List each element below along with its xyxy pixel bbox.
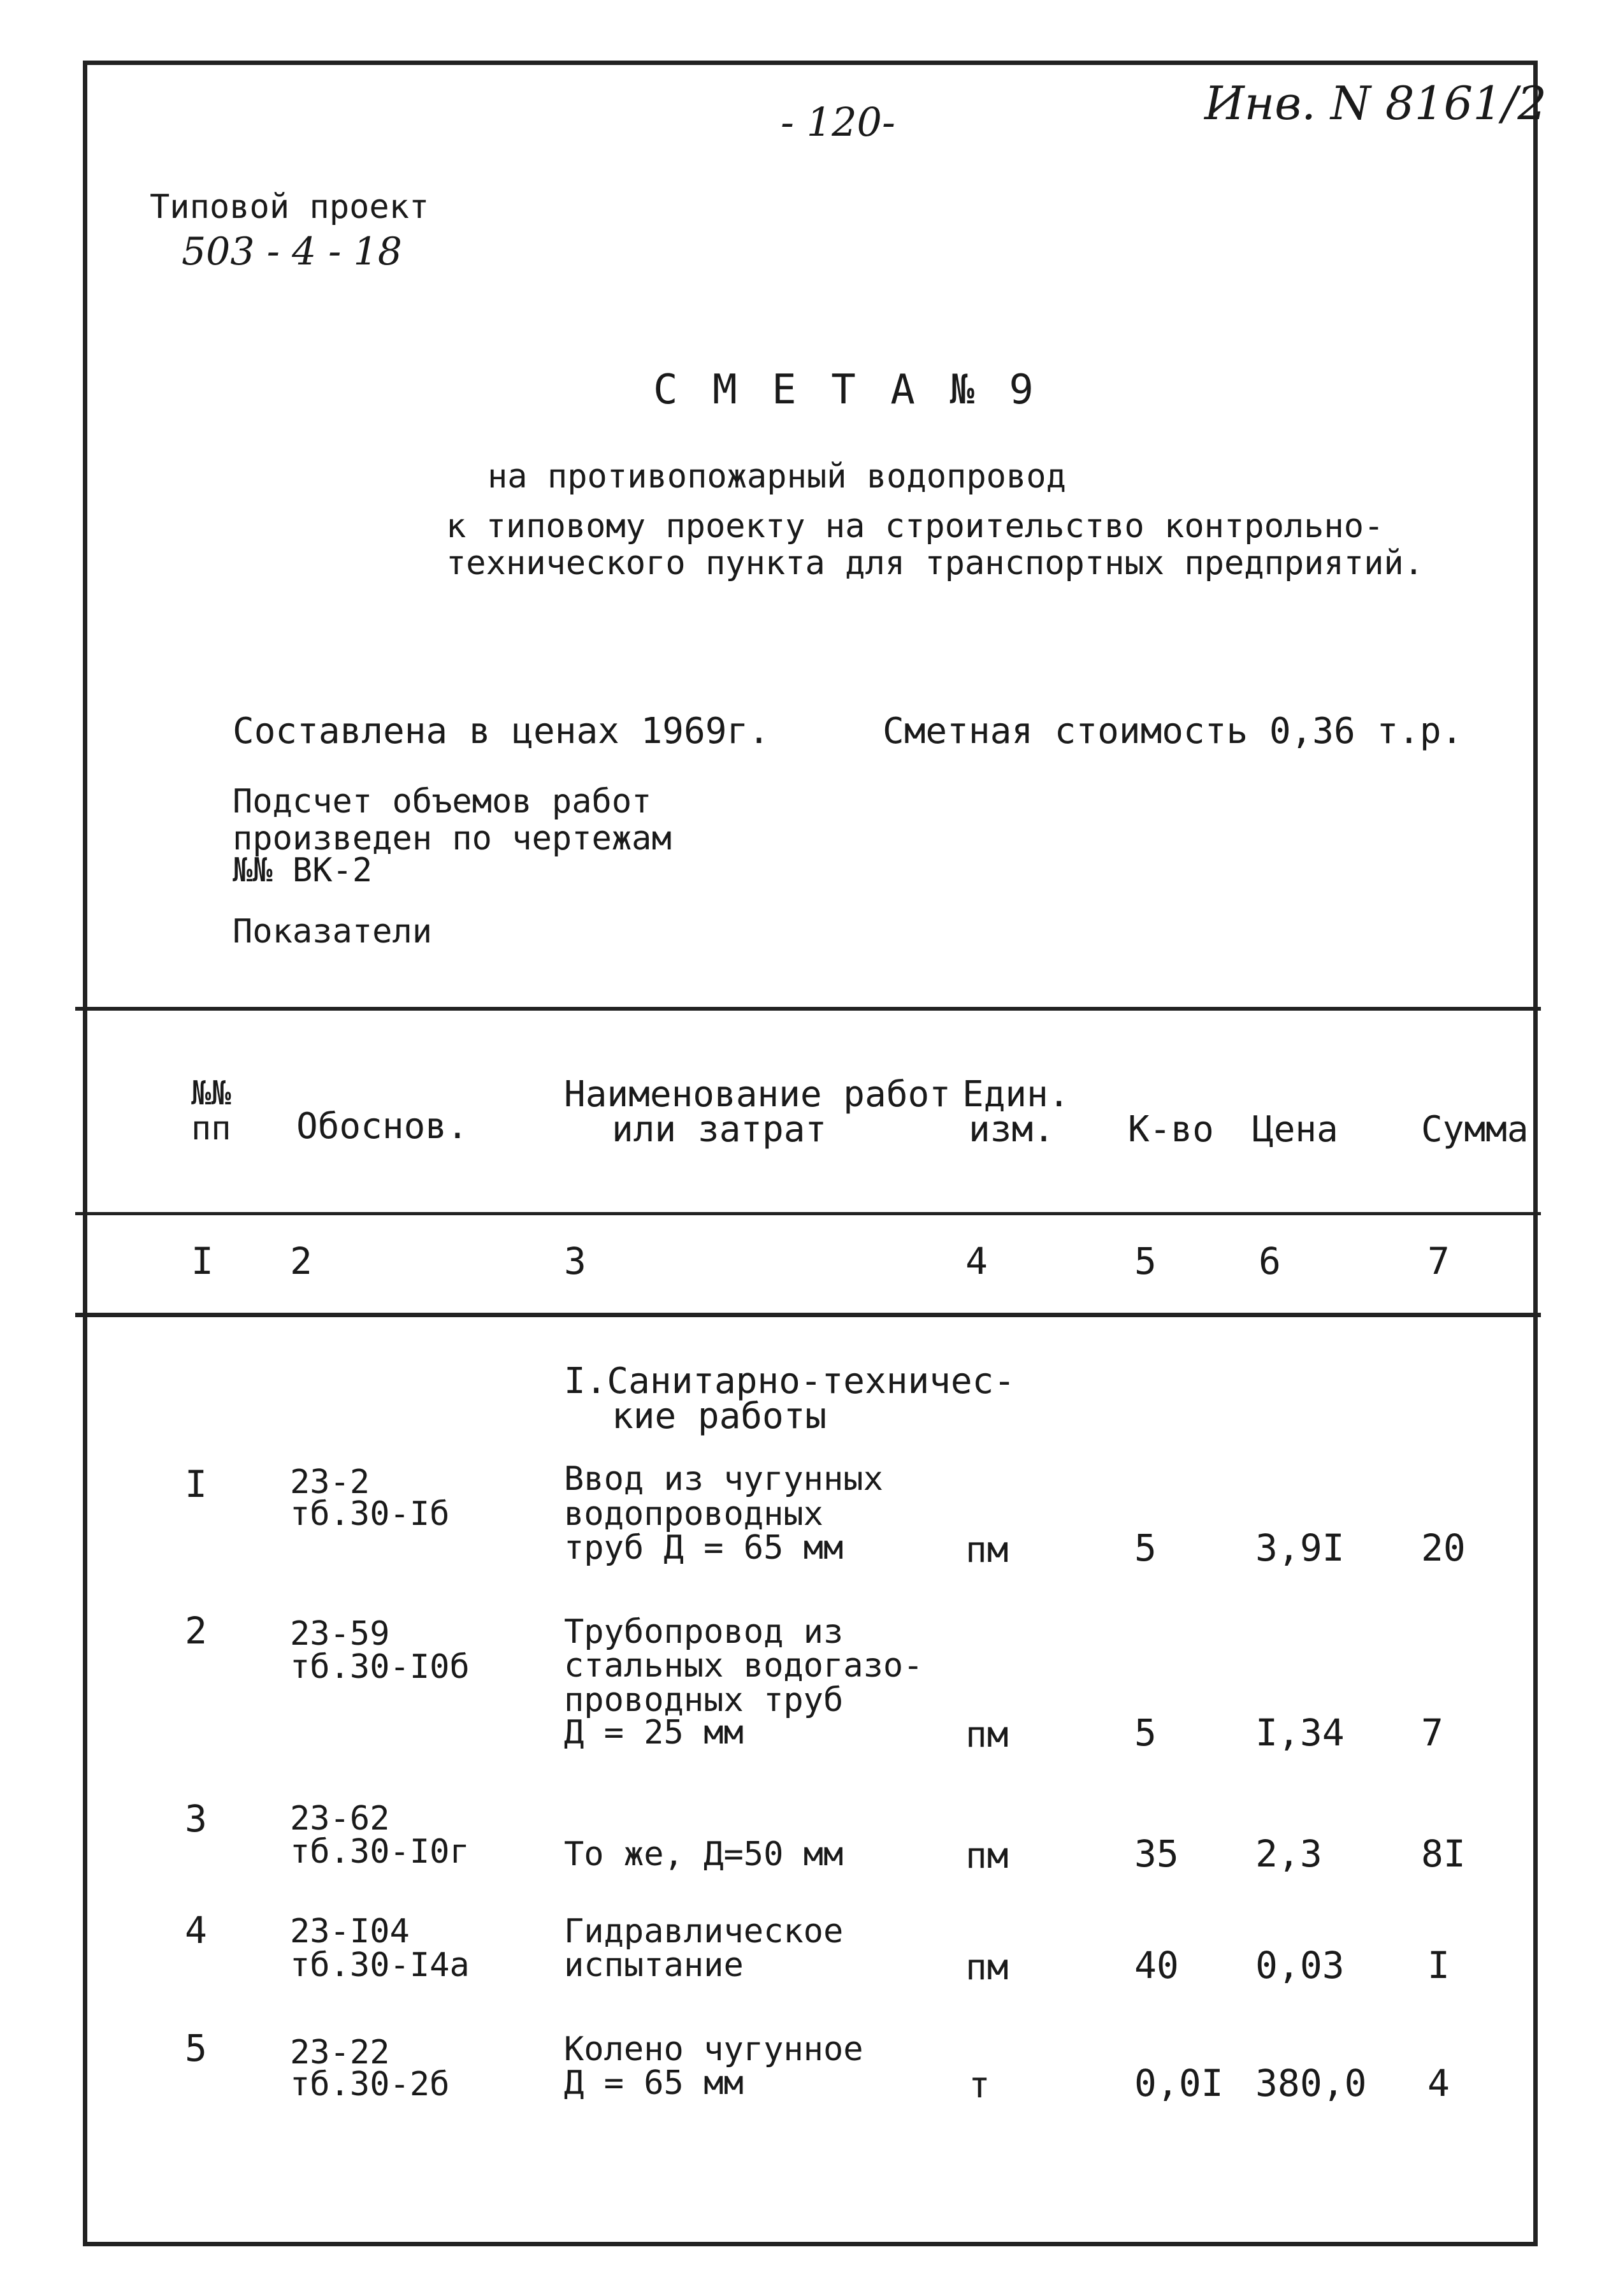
header-num-line-1: №№ (191, 1074, 231, 1113)
row-ref-line-1: 23-62 (290, 1800, 390, 1838)
row-name-line: труб Д = 65 мм (564, 1529, 844, 1567)
indicators-label: Показатели (233, 913, 433, 951)
row-ref-line-1: 23-2 (290, 1463, 370, 1501)
column-number: 5 (1134, 1239, 1157, 1283)
section-heading-line-1: I.Санитарно-техничес- (564, 1361, 1016, 1402)
header-name-line-1: Наименование работ (564, 1074, 951, 1115)
row-number: 5 (185, 2026, 207, 2070)
row-name-line: Д = 65 мм (564, 2064, 744, 2102)
row-name-line: Д = 25 мм (564, 1714, 744, 1752)
title-line-3: технического пункта для транспортных предприятий. (446, 544, 1424, 582)
header-num-line-2: пп (191, 1109, 231, 1148)
header-price: Цена (1252, 1109, 1338, 1150)
header-sum: Сумма (1421, 1109, 1529, 1150)
row-name-line: проводных труб (564, 1681, 844, 1719)
row-ref-line-2: тб.30-Iб (290, 1495, 450, 1533)
row-name-line: испытание (564, 1946, 744, 1984)
row-ref-line-1: 23-59 (290, 1615, 390, 1653)
title-line-1: на противопожарный водопровод (488, 458, 1066, 496)
row-price: I,34 (1255, 1711, 1345, 1754)
header-unit-line-2: изм. (969, 1109, 1055, 1150)
row-price: 3,9I (1255, 1526, 1345, 1570)
project-label: Типовой проект (150, 188, 430, 226)
column-number: I (191, 1239, 213, 1283)
project-code: 503 - 4 - 18 (182, 229, 402, 274)
row-name-line: Колено чугунное (564, 2030, 863, 2069)
title-line-2: к типовому проекту на строительство контрольно- (446, 507, 1384, 545)
row-ref-line-1: 23-I04 (290, 1912, 410, 1951)
row-sum: 7 (1421, 1711, 1443, 1754)
count-line-2: произведен по чертежам (233, 819, 672, 858)
estimated-cost: Сметная стоимость 0,36 т.р. (883, 711, 1463, 752)
row-number: 2 (185, 1609, 207, 1652)
header-bottom-rule (75, 1212, 1541, 1215)
row-unit: пм (965, 1714, 1009, 1756)
column-number: 6 (1259, 1239, 1281, 1283)
row-name-line: Ввод из чугунных (564, 1460, 883, 1498)
section-heading-line-2: кие работы (612, 1396, 827, 1437)
row-number: 4 (185, 1909, 207, 1952)
header-unit-line-1: Един. (962, 1074, 1070, 1115)
document-title: С М Е Т А № 9 (653, 366, 1039, 414)
row-ref-line-2: тб.30-2б (290, 2065, 450, 2104)
row-ref-line-2: тб.30-I0б (290, 1648, 470, 1686)
row-price: 2,3 (1255, 1832, 1322, 1875)
row-sum: 4 (1427, 2061, 1450, 2105)
row-ref-line-2: тб.30-I0г (290, 1833, 470, 1871)
row-unit: пм (965, 1947, 1009, 1988)
row-qty: 5 (1134, 1526, 1157, 1570)
row-qty: 40 (1134, 1944, 1179, 1987)
table-top-rule (75, 1007, 1541, 1011)
row-ref-line-2: тб.30-I4а (290, 1946, 470, 1984)
row-name-line: водопроводных (564, 1495, 823, 1533)
column-numbers-rule (75, 1313, 1541, 1317)
row-price: 380,0 (1255, 2061, 1367, 2105)
row-price: 0,03 (1255, 1944, 1345, 1987)
count-line-1: Подсчет объемов работ (233, 783, 652, 821)
prices-note: Составлена в ценах 1969г. (233, 711, 770, 752)
row-name-line: стальных водогазо- (564, 1647, 923, 1685)
row-name-line: Трубопровод из (564, 1613, 844, 1651)
row-qty: 5 (1134, 1711, 1157, 1754)
column-number: 4 (965, 1239, 988, 1283)
page-number: - 120- (781, 99, 895, 145)
row-qty: 0,0I (1134, 2061, 1224, 2105)
count-line-3: №№ ВК-2 (233, 851, 373, 890)
row-number: I (185, 1462, 207, 1506)
row-qty: 35 (1134, 1832, 1179, 1875)
column-number: 7 (1427, 1239, 1450, 1283)
row-unit: пм (965, 1835, 1009, 1877)
column-number: 3 (564, 1239, 586, 1283)
header-ref: Обоснов. (296, 1106, 468, 1147)
row-unit: т (969, 2065, 990, 2106)
row-number: 3 (185, 1797, 207, 1840)
header-qty: К-во (1128, 1109, 1214, 1150)
row-unit: пм (965, 1529, 1009, 1571)
inventory-number: Инв. N 8161/2 (1204, 76, 1547, 130)
row-ref-line-1: 23-22 (290, 2033, 390, 2072)
row-name-line: То же, Д=50 мм (564, 1835, 844, 1874)
row-sum: I (1427, 1944, 1450, 1987)
header-name-line-2: или затрат (612, 1109, 827, 1150)
column-number: 2 (290, 1239, 312, 1283)
row-name-line: Гидравлическое (564, 1912, 844, 1951)
row-sum: 8I (1421, 1832, 1466, 1875)
row-sum: 20 (1421, 1526, 1466, 1570)
